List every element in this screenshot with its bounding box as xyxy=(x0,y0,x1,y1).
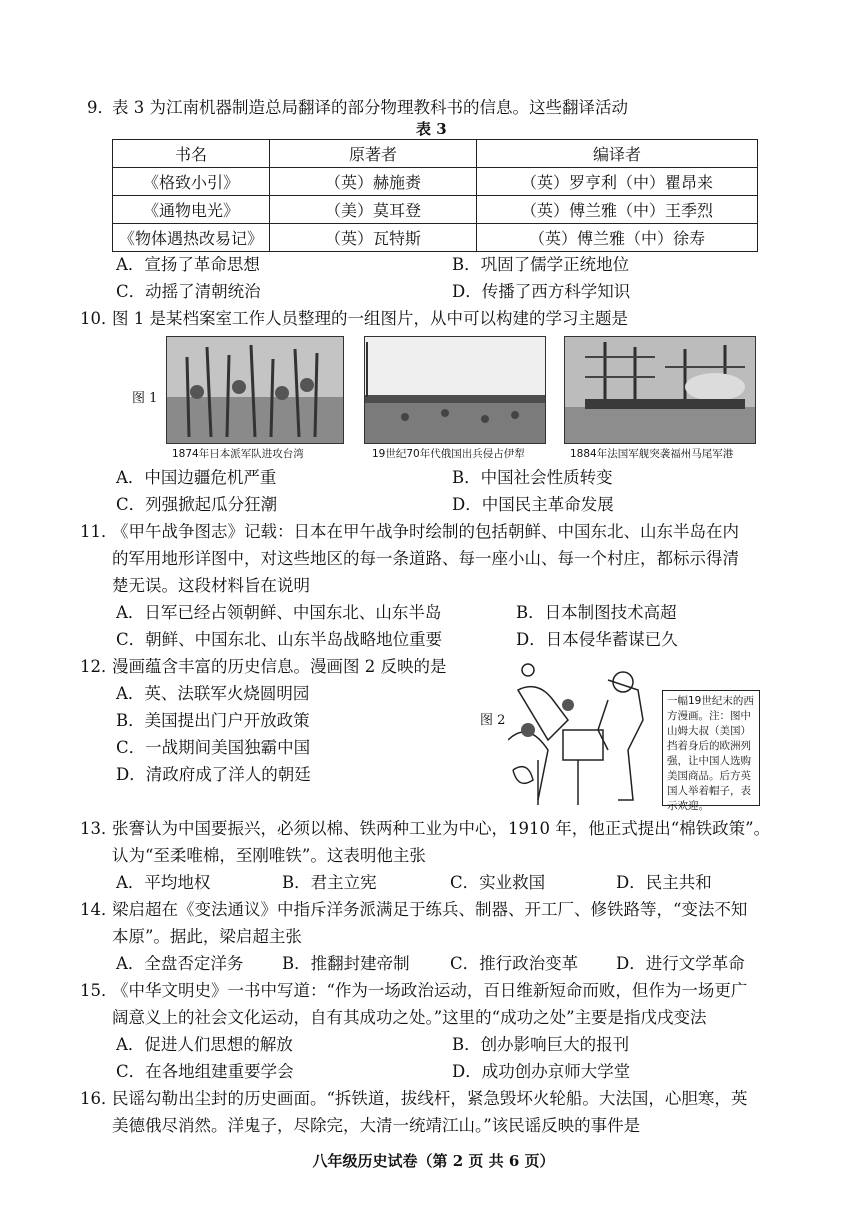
header-book-name: 书名 xyxy=(113,140,270,168)
header-translator: 编译者 xyxy=(477,140,758,168)
table-cell: （英）赫施赉 xyxy=(270,168,477,196)
q16-stem-line2: 美德俄尽消然。洋鬼子，尽除完，大清一统靖江山。”该民谣反映的事件是 xyxy=(112,1116,641,1135)
photo-russia-ili xyxy=(364,336,546,444)
caption-2: 19世纪70年代俄国出兵侵占伊犁 xyxy=(372,448,525,460)
q11-option-d: D．日本侵华蓄谋已久 xyxy=(516,630,678,649)
cartoon-illustration xyxy=(508,660,660,810)
q10-option-d: D．中国民主革命发展 xyxy=(452,495,614,514)
header-original-author: 原著者 xyxy=(270,140,477,168)
table-row xyxy=(113,168,758,196)
q12-option-a: A．英、法联军火烧圆明园 xyxy=(116,684,310,703)
q11-option-c: C．朝鲜、中国东北、山东半岛战略地位重要 xyxy=(116,630,443,649)
q10-number: 10． xyxy=(80,309,118,328)
q9-option-d: D．传播了西方科学知识 xyxy=(452,282,631,301)
q14-option-c: C．推行政治变革 xyxy=(450,954,579,973)
table-cell: （英）瓦特斯 xyxy=(270,224,477,252)
caption-3: 1884年法国军舰突袭福州马尾军港 xyxy=(570,448,734,460)
photo-france-mawei xyxy=(564,336,756,444)
q9-stem: 表 3 为江南机器制造总局翻译的部分物理教科书的信息。这些翻译活动 xyxy=(112,98,628,117)
q14-option-b: B．推翻封建帝制 xyxy=(282,954,410,973)
q9-option-a: A．宣扬了革命思想 xyxy=(116,255,260,274)
q13-stem-line2: 认为“至柔唯棉，至刚唯铁”。这表明他主张 xyxy=(112,846,426,865)
q9-option-b: B．巩固了儒学正统地位 xyxy=(452,255,630,274)
q13-option-d: D．民主共和 xyxy=(616,873,712,892)
table-cell: 《格致小引》 xyxy=(113,168,270,196)
q11-option-b: B．日本制图技术高超 xyxy=(516,603,677,622)
q13-option-b: B．君主立宪 xyxy=(282,873,377,892)
q12-option-b: B．美国提出门户开放政策 xyxy=(116,711,310,730)
q11-stem-line3: 楚无误。这段材料旨在说明 xyxy=(112,576,310,595)
q14-option-a: A．全盘否定洋务 xyxy=(116,954,244,973)
figure-1-label: 图 1 xyxy=(132,391,158,406)
q15-option-c: C．在各地组建重要学会 xyxy=(116,1062,294,1081)
q15-stem-line2: 阔意义上的社会文化运动，自有其成功之处。”这里的“成功之处”主要是指戊戌变法 xyxy=(112,1008,707,1027)
q13-option-c: C．实业救国 xyxy=(450,873,546,892)
q14-option-d: D．进行文学革命 xyxy=(616,954,745,973)
q13-stem-line1: 张謇认为中国要振兴，必须以棉、铁两种工业为中心，1910 年，他正式提出“棉铁政策”。 xyxy=(112,819,771,838)
q12-option-c: C．一战期间美国独霸中国 xyxy=(116,738,311,757)
q12-number: 12． xyxy=(80,657,118,676)
cartoon-note: 一幅19世纪末的西方漫画。注：图中山姆大叔（美国）挡着身后的欧洲列强，让中国人选购美国商品。后方英国人举着帽子，表示欢迎。 xyxy=(662,690,760,806)
q11-stem-line2: 的军用地形详图中，对这些地区的每一条道路、每一座小山、每一个村庄，都标示得清 xyxy=(112,549,739,568)
q12-stem: 漫画蕴含丰富的历史信息。漫画图 2 反映的是 xyxy=(112,657,447,676)
q15-number: 15． xyxy=(80,981,118,1000)
q11-number: 11． xyxy=(80,522,118,541)
q9-option-c: C．动摇了清朝统治 xyxy=(116,282,261,301)
q14-stem-line2: 本原”。据此，梁启超主张 xyxy=(112,927,302,946)
q12-option-d: D．清政府成了洋人的朝廷 xyxy=(116,765,311,784)
photo-japan-taiwan xyxy=(166,336,344,444)
table-row xyxy=(113,224,758,252)
table-cell: 《物体遇热改易记》 xyxy=(113,224,270,252)
figure-2-label: 图 2 xyxy=(480,713,506,728)
q14-stem-line1: 梁启超在《变法通议》中指斥洋务派满足于练兵、制器、开工厂、修铁路等，“变法不知 xyxy=(112,900,748,919)
q15-option-b: B．创办影响巨大的报刊 xyxy=(452,1035,630,1054)
table-cell: （英）罗亨利（中）瞿昂来 xyxy=(477,168,758,196)
caption-1: 1874年日本派军队进攻台湾 xyxy=(172,448,304,460)
q15-option-d: D．成功创办京师大学堂 xyxy=(452,1062,631,1081)
q16-number: 16． xyxy=(80,1089,118,1108)
table-row xyxy=(113,196,758,224)
q10-stem: 图 1 是某档案室工作人员整理的一组图片，从中可以构建的学习主题是 xyxy=(112,309,628,328)
table-3-title: 表 3 xyxy=(416,120,447,138)
table-cell: （英）傅兰雅（中）王季烈 xyxy=(477,196,758,224)
q15-stem-line1: 《中华文明史》一书中写道：“作为一场政治运动，百日维新短命而败，但作为一场更广 xyxy=(112,981,748,1000)
table-header-row xyxy=(113,140,758,168)
table-3 xyxy=(112,139,758,252)
q14-number: 14． xyxy=(80,900,118,919)
table-cell: （英）傅兰雅（中）徐寿 xyxy=(477,224,758,252)
table-cell: 《通物电光》 xyxy=(113,196,270,224)
q13-number: 13． xyxy=(80,819,118,838)
q15-option-a: A．促进人们思想的解放 xyxy=(116,1035,293,1054)
q10-option-a: A．中国边疆危机严重 xyxy=(116,468,277,487)
q13-option-a: A．平均地权 xyxy=(116,873,211,892)
q10-option-b: B．中国社会性质转变 xyxy=(452,468,613,487)
page-footer: 八年级历史试卷（第 2 页 共 6 页） xyxy=(312,1152,555,1170)
q11-option-a: A．日军已经占领朝鲜、中国东北、山东半岛 xyxy=(116,603,442,622)
q10-option-c: C．列强掀起瓜分狂潮 xyxy=(116,495,278,514)
table-cell: （美）莫耳登 xyxy=(270,196,477,224)
q11-stem-line1: 《甲午战争图志》记载：日本在甲午战争时绘制的包括朝鲜、中国东北、山东半岛在内 xyxy=(112,522,739,541)
q9-number: 9． xyxy=(87,98,114,117)
q16-stem-line1: 民谣勾勒出尘封的历史画面。“拆铁道，拔线杆，紧急毁坏火轮船。大法国，心胆寒，英 xyxy=(112,1089,748,1108)
